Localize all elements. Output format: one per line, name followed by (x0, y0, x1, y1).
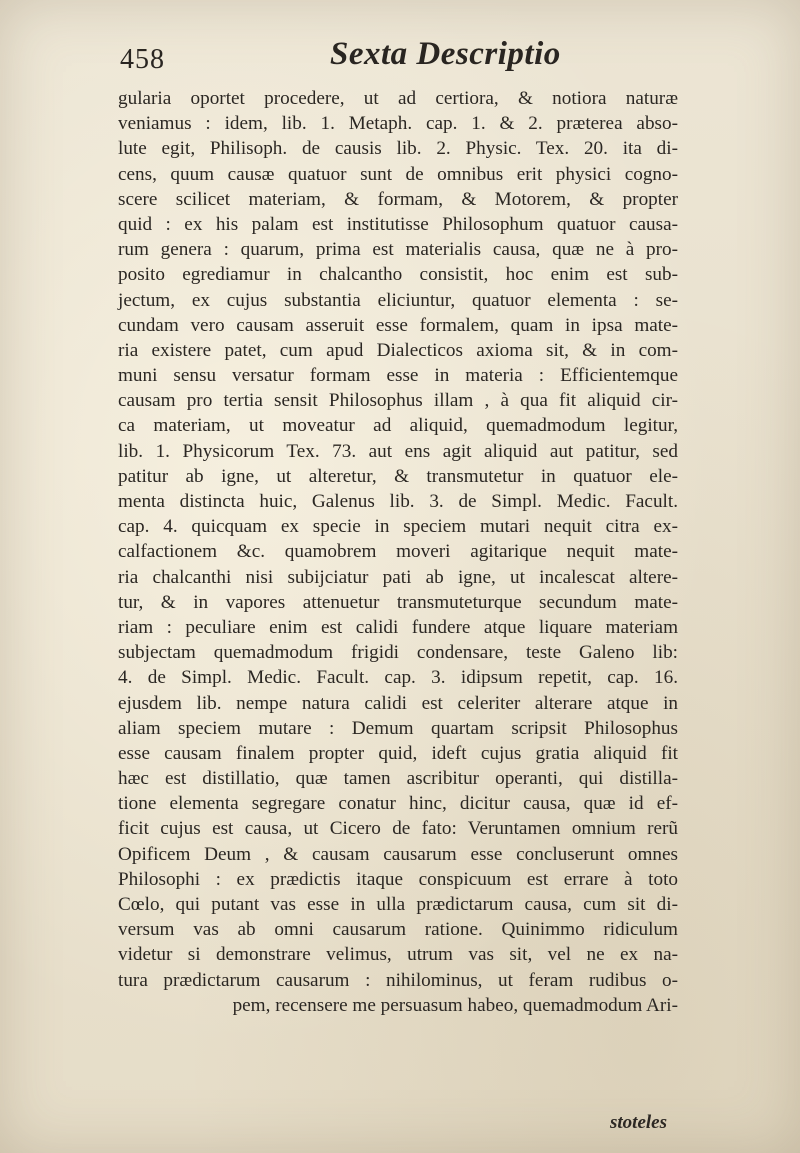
text-line: muni sensu versatur formam esse in materia : Efficientemque (118, 365, 678, 387)
text-line: gularia oportet procedere, ut ad certiora, & notiora naturæ (118, 88, 678, 109)
text-line: Philosophi : ex prædictis itaque conspicuum est errare à toto (118, 868, 678, 890)
text-line: cens, quum causæ quatuor sunt de omnibus erit physici cogno- (118, 163, 678, 185)
text-line: riam : peculiare enim est calidi fundere atque liquare materiam (118, 616, 678, 638)
text-line: Cœlo, qui putant vas esse in ulla prædictarum causa, cum sit di- (118, 894, 678, 915)
text-line: ficit cujus est causa, ut Cicero de fato: Veruntamen omnium rerũ (118, 818, 678, 840)
text-line: cap. 4. quicquam ex specie in speciem mutari nequit citra ex- (118, 516, 678, 538)
text-line: aliam speciem mutare : Demum quartam scripsit Philosophus (118, 717, 678, 739)
text-line: posito egrediamur in chalcantho consistit, hoc enim est sub- (118, 264, 678, 286)
page-header (120, 36, 680, 86)
text-line: hæc est distillatio, quæ tamen ascribitur operanti, qui distilla- (118, 768, 678, 790)
text-line: 4. de Simpl. Medic. Facult. cap. 3. idipsum repetit, cap. 16. (118, 667, 678, 689)
text-line: veniamus : idem, lib. 1. Metaph. cap. 1. & 2. præterea abso- (118, 113, 678, 135)
text-line: ca materiam, ut moveatur ad aliquid, quemadmodum legitur, (118, 415, 678, 437)
text-line: scere scilicet materiam, & formam, & Motorem, & propter (118, 188, 678, 210)
text-line: quid : ex his palam est institutisse Philosophum quatuor causa- (118, 213, 678, 235)
text-line: lute egit, Philisoph. de causis lib. 2. Physic. Tex. 20. ita di- (118, 138, 678, 160)
running-head: Sexta Descriptio (330, 36, 561, 72)
page-number: 458 (120, 44, 165, 75)
catchword: stoteles (610, 1112, 667, 1133)
text-line: rum genera : quarum, prima est materialis causa, quæ ne à pro- (118, 239, 678, 261)
text-line: cundam vero causam asseruit esse formalem, quam in ipsa mate- (118, 314, 678, 336)
text-line: ejusdem lib. nempe natura calidi est celeriter alterare atque in (118, 692, 678, 714)
text-line: pem, recensere me persuasum habeo, quemadmodum Ari- (232, 994, 678, 1016)
text-line: jectum, ex cujus substantia eliciuntur, quatuor elementa : se- (118, 289, 678, 311)
text-line: esse causam finalem propter quid, ideft cujus gratia aliquid fit (118, 742, 678, 764)
text-line: lib. 1. Physicorum Tex. 73. aut ens agit aliquid aut patitur, sed (118, 440, 678, 462)
text-line: causam pro tertia sensit Philosophus illam , à qua fit aliquid cir- (118, 390, 678, 412)
text-line: calfactionem &c. quamobrem moveri agitarique nequit mate- (118, 541, 678, 563)
text-line: menta distincta huic, Galenus lib. 3. de Simpl. Medic. Facult. (118, 491, 678, 512)
text-line: ria existere patet, cum apud Dialecticos axioma sit, & in com- (118, 339, 678, 361)
text-line: subjectam quemadmodum frigidi condensare, teste Galeno lib: (118, 642, 678, 664)
text-line: tur, & in vapores attenuetur transmuteturque secundum mate- (118, 591, 678, 613)
text-line: patitur ab igne, ut alteretur, & transmutetur in quatuor ele- (118, 465, 678, 487)
text-line: tione elementa segregare conatur hinc, dicitur causa, quæ id ef- (118, 793, 678, 815)
body-text (118, 86, 678, 1018)
text-line: videtur si demonstrare velimus, utrum vas sit, vel ne ex na- (118, 944, 678, 966)
text-line: ria chalcanthi nisi subijciatur pati ab igne, ut incalescat altere- (118, 566, 678, 588)
text-line: Opificem Deum , & causam causarum esse concluserunt omnes (118, 843, 678, 865)
text-line: versum vas ab omni causarum ratione. Quinimmo ridiculum (118, 919, 678, 941)
text-line: tura prædictarum causarum : nihilominus, ut feram rudibus o- (118, 969, 678, 991)
